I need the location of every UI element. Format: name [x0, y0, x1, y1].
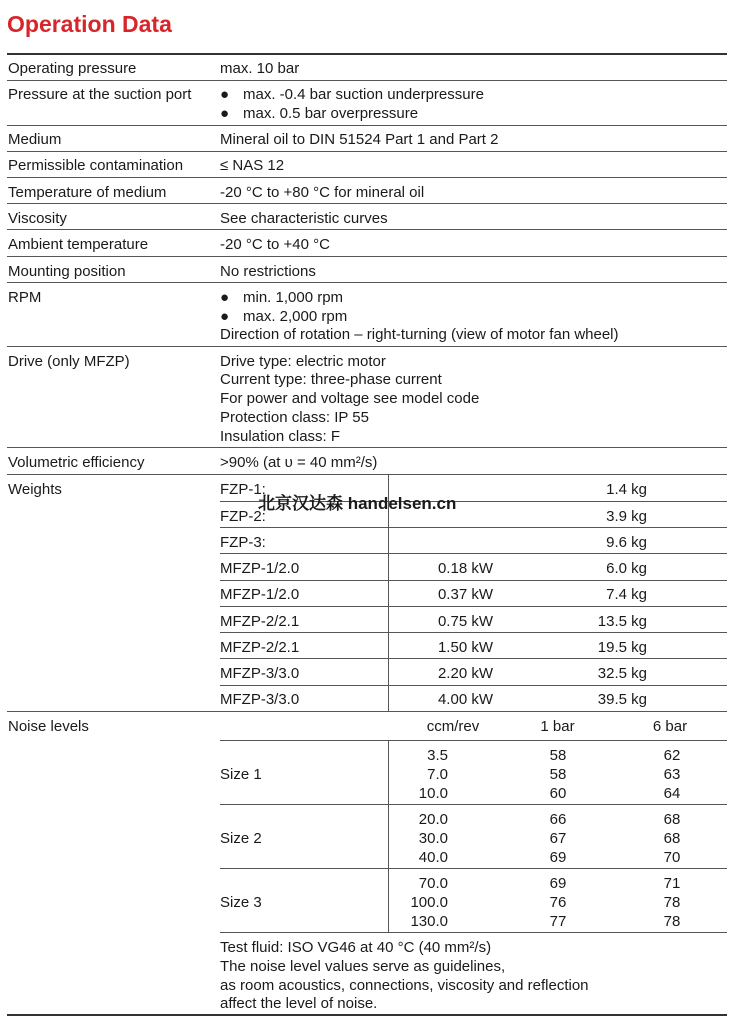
bullet-icon: ● — [220, 86, 230, 103]
noise-ccm: 3.5 — [427, 747, 448, 764]
weights-power: 2.20 kW — [437, 665, 493, 682]
row-divider — [7, 447, 727, 448]
watermark-text: 北京汉达森 handelsen.cn — [258, 494, 457, 513]
row-value-volumetric-efficiency: >90% (at υ = 40 mm²/s) — [220, 454, 378, 471]
weights-weight: 19.5 kg — [597, 639, 647, 656]
noise-6bar: 70 — [663, 849, 681, 866]
row-value-contamination: ≤ NAS 12 — [220, 157, 285, 174]
weights-model: MFZP-2/2.1 — [220, 639, 300, 656]
row-label-volumetric-efficiency: Volumetric efficiency — [8, 454, 145, 471]
list-item — [220, 85, 484, 104]
row-label-drive: Drive (only MFZP) — [8, 353, 130, 370]
drive-line: Protection class: IP 55 — [220, 409, 369, 426]
list-item — [220, 288, 343, 307]
noise-6bar: 68 — [663, 830, 681, 847]
weights-power: 1.50 kW — [437, 639, 493, 656]
noise-1bar: 58 — [549, 747, 567, 764]
weights-weight: 32.5 kg — [597, 665, 647, 682]
weights-power: 0.37 kW — [437, 586, 493, 603]
noise-6bar: 63 — [663, 766, 681, 783]
row-label-operating-pressure: Operating pressure — [8, 60, 137, 77]
row-divider — [7, 151, 727, 152]
weights-model: MFZP-3/3.0 — [220, 665, 300, 682]
page-title: Operation Data — [7, 11, 172, 37]
weights-weight: 3.9 kg — [606, 508, 647, 525]
noise-6bar: 64 — [663, 785, 681, 802]
row-value-ambient-temperature: -20 °C to +40 °C — [220, 236, 330, 253]
noise-6bar: 78 — [663, 913, 681, 930]
row-value-medium: Mineral oil to DIN 51524 Part 1 and Part 2 — [220, 131, 499, 148]
noise-ccm: 70.0 — [418, 875, 448, 892]
weights-power: 0.18 kW — [437, 560, 493, 577]
list-item-text: max. -0.4 bar suction underpressure — [243, 86, 484, 103]
row-divider — [7, 203, 727, 204]
noise-ccm: 40.0 — [418, 849, 448, 866]
weights-row-divider — [220, 527, 727, 528]
weights-power: 0.75 kW — [437, 613, 493, 630]
row-value-temperature-medium: -20 °C to +80 °C for mineral oil — [220, 184, 425, 201]
row-label-mounting-position: Mounting position — [8, 263, 126, 280]
drive-line: For power and voltage see model code — [220, 390, 480, 407]
drive-line: Insulation class: F — [220, 428, 341, 445]
noise-note: The noise level values serve as guidelines, — [220, 958, 506, 975]
row-divider — [7, 80, 727, 81]
noise-note: affect the level of noise. — [220, 995, 378, 1012]
row-divider — [7, 177, 727, 178]
row-value-mounting-position: No restrictions — [220, 263, 316, 280]
noise-6bar: 62 — [663, 747, 681, 764]
weights-row-divider — [220, 685, 727, 686]
drive-line: Current type: three-phase current — [220, 371, 442, 388]
table-bottom-rule — [7, 1014, 727, 1016]
list-item — [220, 104, 418, 123]
noise-1bar: 76 — [549, 894, 567, 911]
noise-1bar: 60 — [549, 785, 567, 802]
noise-header-1bar: 1 bar — [540, 718, 575, 735]
noise-1bar: 69 — [549, 849, 567, 866]
weights-row-divider — [220, 632, 727, 633]
noise-6bar: 68 — [663, 811, 681, 828]
noise-size-label: Size 3 — [220, 894, 262, 911]
row-divider — [7, 282, 727, 283]
noise-note: Test fluid: ISO VG46 at 40 °C (40 mm²/s) — [220, 939, 492, 956]
weights-power: 4.00 kW — [437, 691, 493, 708]
noise-row-divider — [220, 740, 727, 741]
row-label-temperature-medium: Temperature of medium — [8, 184, 167, 201]
noise-header-6bar: 6 bar — [652, 718, 688, 735]
weights-model: MFZP-2/2.1 — [220, 613, 300, 630]
noise-ccm: 10.0 — [418, 785, 448, 802]
list-item — [220, 307, 347, 326]
weights-weight: 6.0 kg — [606, 560, 647, 577]
bullet-icon: ● — [220, 105, 230, 122]
list-item-text: min. 1,000 rpm — [243, 289, 344, 306]
row-value-operating-pressure: max. 10 bar — [220, 60, 300, 77]
noise-ccm: 30.0 — [418, 830, 448, 847]
bullet-icon: ● — [220, 289, 230, 306]
weights-weight: 1.4 kg — [606, 481, 647, 498]
noise-1bar: 69 — [549, 875, 567, 892]
bullet-icon: ● — [220, 308, 230, 325]
weights-row-divider — [220, 658, 727, 659]
noise-row-divider — [220, 868, 727, 869]
row-label-rpm: RPM — [8, 289, 42, 306]
row-divider — [7, 256, 727, 257]
noise-ccm: 100.0 — [410, 894, 448, 911]
noise-header-ccm: ccm/rev — [426, 718, 480, 735]
list-item-text: max. 0.5 bar overpressure — [243, 105, 419, 122]
noise-6bar: 78 — [663, 894, 681, 911]
row-label-suction-port: Pressure at the suction port — [8, 86, 192, 103]
row-divider — [7, 346, 727, 347]
weights-model: FZP-1: — [220, 481, 266, 498]
title-rule — [7, 53, 727, 55]
noise-note: as room acoustics, connections, viscosity and reflection — [220, 977, 589, 994]
noise-size-label: Size 1 — [220, 766, 262, 783]
noise-1bar: 77 — [549, 913, 567, 930]
noise-ccm: 20.0 — [418, 811, 448, 828]
weights-model: MFZP-1/2.0 — [220, 560, 300, 577]
noise-ccm: 7.0 — [427, 766, 448, 783]
noise-size-label: Size 2 — [220, 830, 262, 847]
noise-6bar: 71 — [663, 875, 681, 892]
weights-model: FZP-3: — [220, 534, 266, 551]
row-label-medium: Medium — [8, 131, 62, 148]
weights-weight: 7.4 kg — [606, 586, 647, 603]
row-label-viscosity: Viscosity — [8, 210, 67, 227]
weights-model: MFZP-1/2.0 — [220, 586, 300, 603]
weights-row-divider — [220, 580, 727, 581]
row-value-rpm-note: Direction of rotation – right-turning (view of motor fan wheel) — [220, 326, 619, 343]
noise-row-divider — [220, 932, 727, 933]
weights-weight: 9.6 kg — [606, 534, 647, 551]
row-label-weights: Weights — [8, 481, 62, 498]
weights-weight: 39.5 kg — [597, 691, 647, 708]
weights-model: FZP-2: — [220, 508, 266, 525]
weights-row-divider — [220, 606, 727, 607]
row-divider — [7, 229, 727, 230]
weights-model: MFZP-3/3.0 — [220, 691, 300, 708]
noise-ccm: 130.0 — [410, 913, 448, 930]
noise-1bar: 67 — [549, 830, 567, 847]
noise-column-divider — [388, 740, 389, 932]
noise-1bar: 58 — [549, 766, 567, 783]
row-divider — [7, 474, 727, 475]
row-label-contamination: Permissible contamination — [8, 157, 184, 174]
row-divider — [7, 711, 727, 712]
row-label-ambient-temperature: Ambient temperature — [8, 236, 149, 253]
drive-line: Drive type: electric motor — [220, 353, 386, 370]
list-item-text: max. 2,000 rpm — [243, 308, 348, 325]
noise-1bar: 66 — [549, 811, 567, 828]
row-divider — [7, 125, 727, 126]
weights-row-divider — [220, 553, 727, 554]
row-value-viscosity: See characteristic curves — [220, 210, 388, 227]
weights-weight: 13.5 kg — [597, 613, 647, 630]
row-label-noise-levels: Noise levels — [8, 718, 89, 735]
noise-row-divider — [220, 804, 727, 805]
